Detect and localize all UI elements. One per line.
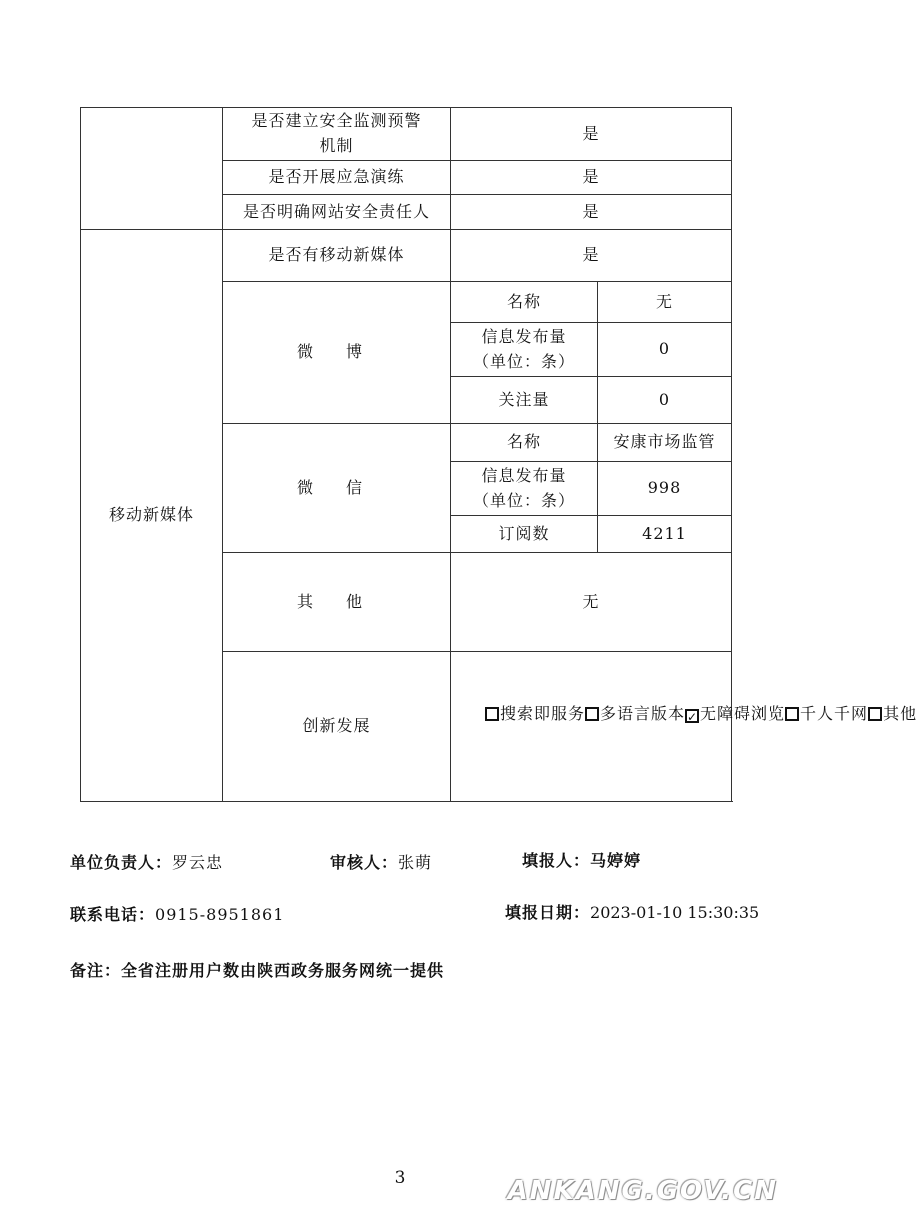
other-value: 无: [451, 553, 732, 652]
site-watermark: ANKANG.GOV.CN: [507, 1176, 778, 1206]
weixin-label: 微 信: [223, 424, 451, 553]
option-multilingual: 多语言版本: [585, 704, 685, 723]
checkbox-icon: [785, 707, 799, 721]
option-other: 其他: [868, 704, 917, 723]
page-number: 3: [394, 1168, 406, 1188]
footnote: 备注：全省注册用户数由陕西政务服务网统一提供: [70, 961, 445, 980]
innovation-options: [451, 652, 917, 802]
option-personalized: 千人千网: [785, 704, 868, 723]
weibo-followers-value: 0: [598, 377, 732, 424]
checkbox-icon: [868, 707, 882, 721]
weibo-label: 微 博: [223, 282, 451, 424]
weibo-name-value: 无: [598, 282, 732, 323]
option-search-as-service: 搜索即服务: [485, 704, 585, 723]
checkbox-icon: [485, 707, 499, 721]
mobile-section-label: 移动新媒体: [81, 230, 223, 802]
row-value: 是: [451, 108, 732, 161]
fill-date: 填报日期：2023-01-10 15:30:35: [505, 903, 760, 922]
weixin-name-label: 名称: [451, 424, 598, 462]
weibo-followers-label: 关注量: [451, 377, 598, 424]
table-row: [81, 108, 732, 161]
innovation-section-label: 创新发展: [223, 652, 451, 802]
row-label: 是否建立安全监测预警机制: [223, 108, 451, 161]
reviewer: 审核人：张萌: [330, 853, 433, 872]
report-table-container: [80, 107, 917, 802]
row-label: 是否开展应急演练: [223, 161, 451, 195]
checkbox-checked-icon: ✓: [687, 710, 698, 725]
other-label: 其 他: [223, 553, 451, 652]
contact-phone: 联系电话：0915-8951861: [70, 905, 285, 924]
report-table: [80, 107, 917, 802]
weibo-name-label: 名称: [451, 282, 598, 323]
weixin-name-value: 安康市场监管: [598, 424, 732, 462]
weixin-subs-value: 4211: [598, 516, 732, 553]
row-value: 是: [451, 230, 732, 282]
table-row: [81, 230, 732, 282]
row-value: 是: [451, 195, 732, 230]
filler: 填报人：马婷婷: [522, 851, 642, 870]
weixin-subs-label: 订阅数: [451, 516, 598, 553]
checkbox-icon: [585, 707, 599, 721]
weibo-posts-label: 信息发布量（单位：条）: [451, 323, 598, 377]
weixin-posts-value: 998: [598, 462, 732, 516]
unit-head: 单位负责人：罗云忠: [70, 853, 224, 872]
row-value: 是: [451, 161, 732, 195]
row-label: 是否有移动新媒体: [223, 230, 451, 282]
row-label: 是否明确网站安全责任人: [223, 195, 451, 230]
weibo-posts-value: 0: [598, 323, 732, 377]
weixin-posts-label: 信息发布量（单位：条）: [451, 462, 598, 516]
option-accessibility: ✓ 无障碍浏览: [687, 704, 786, 725]
security-section-cell: [81, 108, 223, 230]
